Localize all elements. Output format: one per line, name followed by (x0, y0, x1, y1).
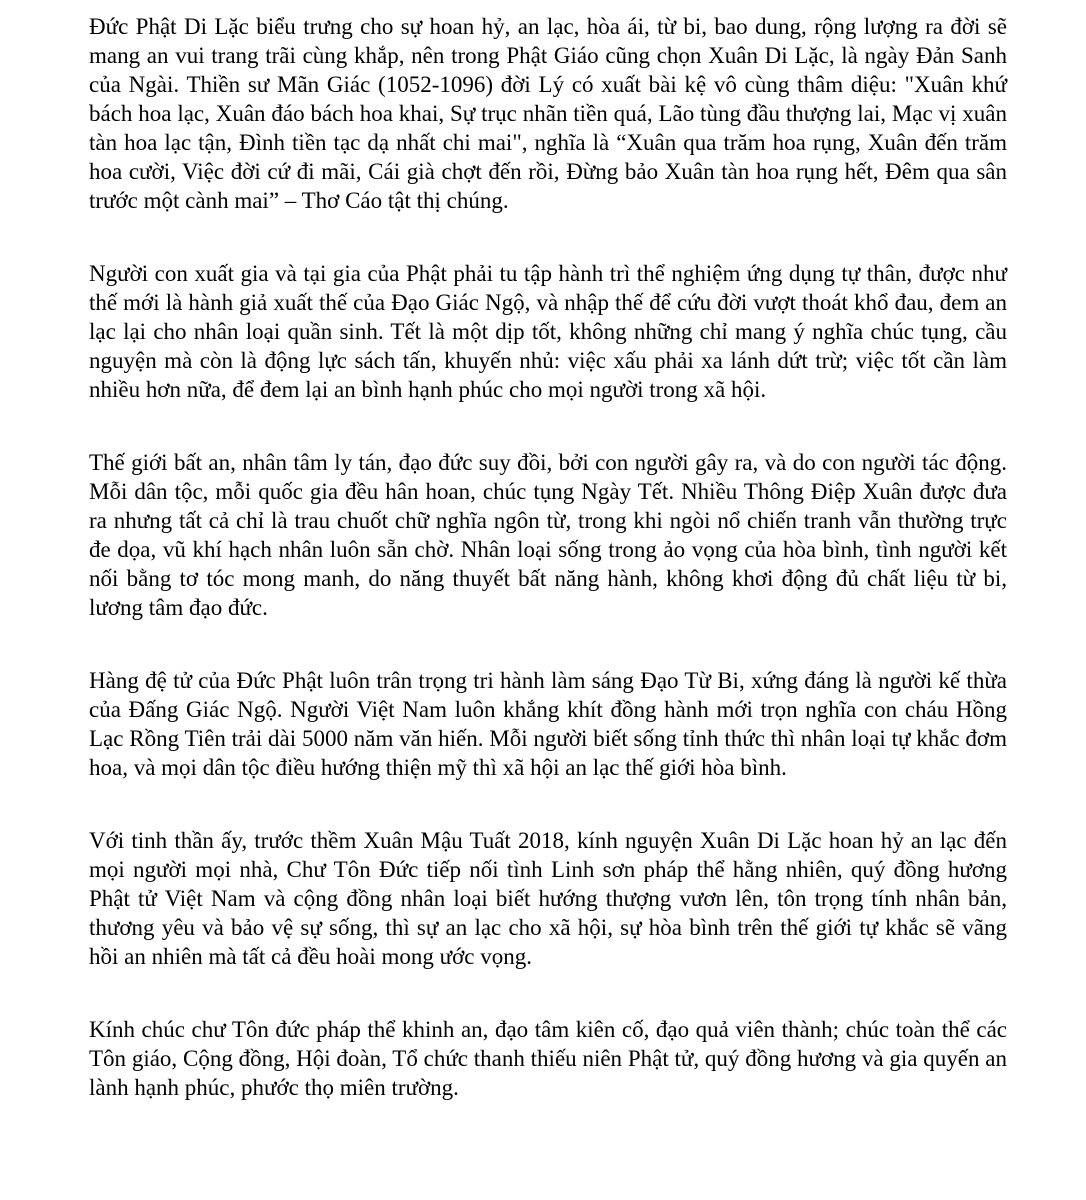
document-body (89, 12, 1007, 1102)
paragraph-world-unrest: Thế giới bất an, nhân tâm ly tán, đạo đức suy đồi, bởi con người gây ra, và do con người tác động. Mỗi dân tộc, mỗi quốc gia đều hân hoan, chúc tụng Ngày Tết. Nhiều Thông Điệp Xuân được đưa ra nhưng tất cả chỉ là trau chuốt chữ nghĩa ngôn từ, trong khi ngòi nổ chiến tranh vẫn thường trực đe dọa, vũ khí hạch nhân luôn sẵn chờ. Nhân loại sống trong ảo vọng của hòa bình, tình người kết nối bằng tơ tóc mong manh, do năng thuyết bất năng hành, không khơi động đủ chất liệu từ bi, lương tâm đạo đức. (89, 450, 1007, 620)
paragraph-buddhist-practice: Người con xuất gia và tại gia của Phật phải tu tập hành trì thể nghiệm ứng dụng tự thân, được như thế mới là hành giả xuất thế của Đạo Giác Ngộ, và nhập thế để cứu đời vượt thoát khổ đau, đem an lạc lại cho nhân loại quần sinh. Tết là một dịp tốt, không những chỉ mang ý nghĩa chúc tụng, cầu nguyện mà còn là động lực sách tấn, khuyến nhủ: việc xấu phải xa lánh dứt trừ; việc tốt cần làm nhiều hơn nữa, để đem lại an bình hạnh phúc cho mọi người trong xã hội. (89, 261, 1007, 402)
paragraph-closing-blessing: Kính chúc chư Tôn đức pháp thể khinh an, đạo tâm kiên cố, đạo quả viên thành; chúc toàn thể các Tôn giáo, Cộng đồng, Hội đoàn, Tổ chức thanh thiếu niên Phật tử, quý đồng hương và gia quyến an lành hạnh phúc, phước thọ miên trường. (89, 1017, 1007, 1100)
paragraph-di-lac-spring: Đức Phật Di Lặc biểu trưng cho sự hoan hỷ, an lạc, hòa ái, từ bi, bao dung, rộng lượng ra đời sẽ mang an vui trang trãi cùng khắp, nên trong Phật Giáo cũng chọn Xuân Di Lặc, là ngày Đản Sanh của Ngài. Thiền sư Mãn Giác (1052-1096) đời Lý có xuất bài kệ vô cùng thâm diệu: "Xuân khứ bách hoa lạc, Xuân đáo bách hoa khai, Sự trục nhãn tiền quá, Lão tùng đầu thượng lai, Mạc vị xuân tàn hoa lạc tận, Đình tiền tạc dạ nhất chi mai", nghĩa là “Xuân qua trăm hoa rụng, Xuân đến trăm hoa cười, Việc đời cứ đi mãi, Cái già chợt đến rồi, Đừng bảo Xuân tàn hoa rụng hết, Đêm qua sân trước một cành mai” – Thơ Cáo tật thị chúng. (89, 14, 1007, 213)
paragraph-new-year-wishes: Với tinh thần ấy, trước thềm Xuân Mậu Tuất 2018, kính nguyện Xuân Di Lặc hoan hỷ an lạc đến mọi người mọi nhà, Chư Tôn Đức tiếp nối tình Linh sơn pháp thể hằng nhiên, quý đồng hương Phật tử Việt Nam và cộng đồng nhân loại biết hướng thượng vươn lên, tôn trọng tính nhân bản, thương yêu và bảo vệ sự sống, thì sự an lạc cho xã hội, sự hòa bình trên thế giới tự khắc sẽ vãng hồi an nhiên mà tất cả đều hoài mong ước vọng. (89, 828, 1007, 969)
paragraph-disciples: Hàng đệ tử của Đức Phật luôn trân trọng tri hành làm sáng Đạo Từ Bi, xứng đáng là người kế thừa của Đấng Giác Ngộ. Người Việt Nam luôn khắng khít đồng hành mới trọn nghĩa con cháu Hồng Lạc Rồng Tiên trải dài 5000 năm văn hiến. Mỗi người biết sống tỉnh thức thì nhân loại tự khắc đơm hoa, và mọi dân tộc điều hướng thiện mỹ thì xã hội an lạc thế giới hòa bình. (89, 668, 1007, 780)
